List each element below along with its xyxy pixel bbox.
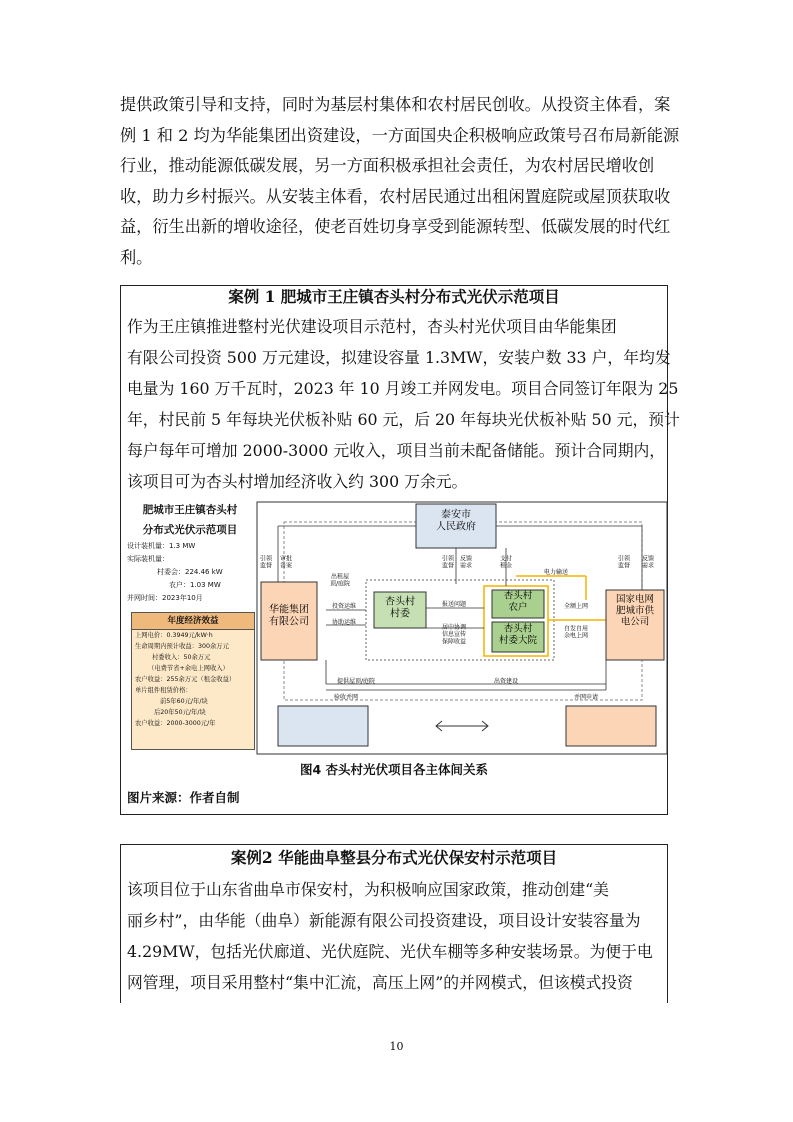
case1-line: 有限公司投资 500 万元建设，拟建设容量 1.3MW，安装户数 33 户，年均发	[127, 348, 671, 367]
panel-title-1: 肥城市王庄镇杏头村	[142, 504, 238, 516]
case2-title: 案例2 华能曲阜整县分布式光伏保安村示范项目	[230, 848, 558, 867]
grid-label: 国家电网肥城市供电公司	[615, 593, 655, 628]
case2-line: 丽乡村”，由华能（曲阜）新能源有限公司投资建设，项目设计安装容量为	[127, 911, 641, 930]
assist-label: 协助运维	[331, 619, 357, 627]
intro-line: 益，衍生出新的增收途径，使老百姓切身享受到能源转型、低碳发展的时代红	[120, 217, 671, 237]
courtyard-label: 杏头村村委大院	[498, 623, 538, 647]
selfuse-label: 自发自用余电上网	[563, 625, 589, 640]
benefits-header: 年度经济效益	[132, 613, 254, 630]
case1-title: 案例 1 肥城市王庄镇杏头村分布式光伏示范项目	[228, 287, 560, 306]
power-label: 电力输送	[543, 569, 569, 577]
committee-capacity: 村委会：224.46 kW	[157, 568, 223, 576]
feedback2-label: 反馈需求	[641, 555, 655, 570]
cooperation-panel	[566, 706, 656, 746]
gov-label: 泰安市人民政府	[436, 509, 476, 533]
fund-label: 出资建设	[493, 678, 519, 686]
case2-box	[120, 844, 668, 1003]
approve-label: 审批备案	[279, 555, 293, 570]
farmer-capacity: 农户：1.03 MW	[169, 581, 221, 589]
problem-label: 报送问题	[441, 601, 467, 609]
case2-line: 该项目位于山东省曲阜市保安村，为积极响应国家政策，推动创建“美	[127, 880, 609, 899]
benefits-box	[131, 612, 255, 750]
last20-rent: 后20年50元/年/块	[154, 709, 206, 716]
figure-caption: 图4 杏头村光伏项目各主体间关系	[299, 762, 489, 777]
provide-label: 提供屋顶/庭院	[336, 678, 376, 686]
first5-rent: 前5年60元/年/块	[160, 698, 208, 705]
lifecycle-item: 生命周期内预计收益：300余万元	[135, 643, 229, 650]
intro-line: 例 1 和 2 均为华能集团出资建设，一方面国央企积极响应政策号召布局新能源	[120, 125, 680, 145]
intro-line: 利。	[120, 247, 153, 267]
relationship-diagram	[256, 500, 668, 758]
case1-line: 作为王庄镇推进整村光伏建设项目示范村，杏头村光伏项目由华能集团	[127, 317, 617, 336]
price-item: 上网电价：0.3949元/kW·h	[135, 632, 213, 639]
village-label: 杏头村村委	[385, 596, 415, 620]
project-info-panel	[127, 500, 253, 756]
feedback-label: 反馈需求	[459, 555, 473, 570]
apply-label: 并网申请	[573, 694, 599, 702]
case1-line: 每户每年可增加 2000-3000 元收入，项目当前未配备储能。预计合同期内，	[127, 441, 666, 460]
accept-label: 验收并网	[333, 694, 359, 702]
design-capacity: 设计装机量：1.3 MW	[127, 542, 196, 550]
case1-line: 该项目可为杏头村增加经济收入约 300 万余元。	[127, 472, 468, 491]
grid-date: 并网时间：2023年10月	[127, 594, 203, 602]
intro-line: 提供政策引导和支持，同时为基层村集体和农村居民创收。从投资主体看，案	[120, 95, 671, 114]
coord-label: 居中协调信息宣传保障收益	[441, 623, 467, 646]
invest-label: 投资运维	[331, 603, 357, 611]
guide-label: 引领监督	[259, 555, 273, 570]
figure-source: 图片来源：作者自制	[127, 790, 240, 805]
intro-paragraph	[120, 90, 680, 274]
committee-income: 村委收入：50余万元	[152, 654, 211, 661]
page-number: 10	[389, 1040, 404, 1053]
pay-label: 支付租金	[499, 555, 513, 570]
actual-capacity: 实际装机量：	[127, 555, 169, 563]
rent-label: 出租屋顶/庭院	[329, 573, 351, 588]
guide2-label: 引领监督	[441, 555, 455, 570]
case2-line: 4.29MW，包括光伏廊道、光伏庭院、光伏车棚等多种安装场景。为便于电	[127, 942, 653, 961]
case1-line: 年，村民前 5 年每块光伏板补贴 60 元，后 20 年每块光伏板补贴 50 元，预计	[127, 410, 680, 429]
farmer-income: 农户收益：255余万元（租金收益）	[135, 676, 236, 683]
household-income: 农户收益：2000-3000元/年	[135, 720, 216, 727]
intro-line: 收，助力乡村振兴。从安装主体看，农村居民通过出租闲置庭院或屋顶获取收	[120, 186, 671, 206]
guide3-label: 引领监督	[617, 555, 631, 570]
huaneng-label: 华能集团有限公司	[269, 604, 309, 628]
committee-note: （电费节省+余电上网收入）	[148, 665, 229, 672]
panel-title-2: 分布式光伏示范项目	[142, 524, 238, 536]
case1-line: 电量为 160 万千瓦时，2023 年 10 月竣工并网发电。项目合同签订年限为 25	[127, 379, 679, 398]
farmer-label: 杏头村农户	[503, 590, 533, 614]
policy-panel	[278, 706, 368, 746]
case2-line: 网管理，项目采用整村“集中汇流，高压上网”的并网模式，但该模式投资	[127, 973, 633, 992]
fullgrid-label: 全额上网	[563, 603, 589, 611]
intro-line: 行业，推动能源低碳发展，另一方面积极承担社会责任，为农村居民增收创	[120, 156, 655, 176]
panel-rent: 单片组件租赁价格：	[135, 687, 192, 694]
